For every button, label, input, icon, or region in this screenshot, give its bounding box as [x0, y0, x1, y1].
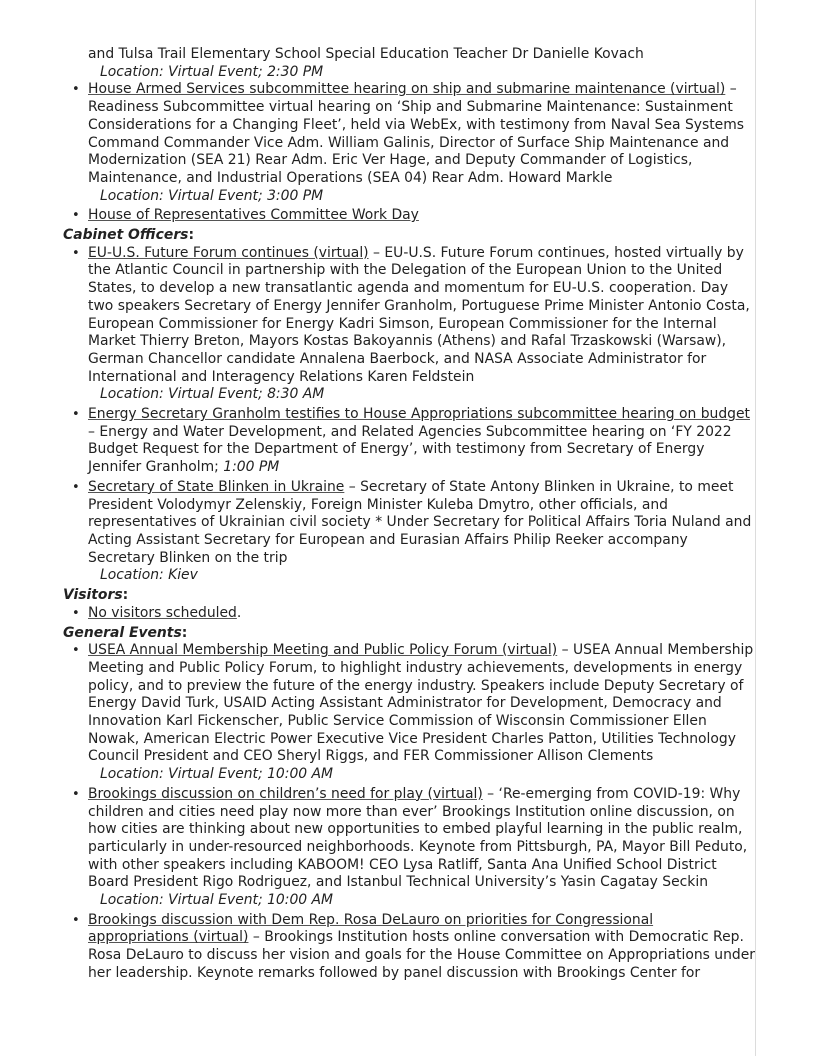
event-location: Location: Virtual Event; 8:30 AM: [100, 386, 325, 403]
list-item: [88, 245, 755, 404]
event-location: Location: Virtual Event; 10:00 AM: [100, 766, 334, 783]
event-description: – Readiness Subcommittee virtual hearing on ‘Ship and Submarine Maintenance: Sustainment Considerations for a Changing Fleet’, held via WebEx, with testimony from Naval Sea Systems Command Commander Vice Adm. William Galinis, Director of Surface Ship Maintenance and Modernization (SEA 21) Rear Adm. Eric Ver Hage, and Deputy Commander of Logistics, Maintenance, and Industrial Operations (SEA 04) Rear Adm. Howard Markle: [88, 81, 744, 186]
list-item: [88, 479, 755, 585]
cabinet-event-list: [63, 245, 755, 585]
visitors-list: [63, 605, 755, 623]
section-heading-general-events: General Events:: [63, 624, 188, 641]
event-link[interactable]: Energy Secretary Granholm testifies to House Appropriations subcommittee hearing on budget: [88, 406, 750, 423]
list-item: [88, 642, 755, 784]
section-heading-cabinet: Cabinet Officers:: [63, 227, 195, 244]
list-item: • No visitors scheduled.: [88, 605, 755, 623]
event-link[interactable]: Brookings discussion with Dem Rep. Rosa DeLauro on priorities for Congressional appropriations (virtual): [88, 911, 654, 946]
event-time: 1:00 PM: [223, 459, 280, 476]
page-right-border: [755, 0, 756, 1056]
event-location: Location: Virtual Event; 3:00 PM: [100, 187, 324, 204]
event-link[interactable]: EU-U.S. Future Forum continues (virtual): [88, 244, 369, 261]
event-link[interactable]: House of Representatives Committee Work Day: [88, 207, 419, 224]
list-item: [88, 81, 755, 205]
event-location: Location: Virtual Event; 10:00 AM: [100, 892, 334, 909]
continued-text: and Tulsa Trail Elementary School Special Education Teacher Dr Danielle Kovach: [88, 46, 644, 62]
event-description: – Energy and Water Development, and Related Agencies Subcommittee hearing on ‘FY 2022 Budget Request for the Department of Energy’, with testimony from Secretary of Energy Jennifer Granholm;: [88, 423, 732, 476]
event-link[interactable]: Secretary of State Blinken in Ukraine: [88, 478, 345, 495]
list-item: [88, 912, 755, 983]
event-description: – Secretary of State Antony Blinken in Ukraine, to meet President Volodymyr Zelenskiy, Foreign Minister Kuleba Dmytro, other officials, and representatives of Ukrainian civil society * Under Secretary for Political Affairs Toria Nuland and Acting Assistant Secretary for European and Eurasian Affairs Philip Reeker accompany Secretary Blinken on the trip: [88, 478, 752, 566]
event-link[interactable]: No visitors scheduled: [88, 604, 237, 621]
event-location: Location: Kiev: [100, 567, 198, 584]
event-link[interactable]: USEA Annual Membership Meeting and Public Policy Forum (virtual): [88, 642, 558, 659]
list-item: [88, 406, 755, 477]
list-item: [88, 786, 755, 910]
house-event-list: [63, 81, 755, 225]
general-event-list: [63, 642, 755, 982]
event-description: – USEA Annual Membership Meeting and Public Policy Forum, to highlight industry achievements, developments in energy policy, and to preview the future of the energy industry. Speakers include Deputy Secretary of Energy David Turk, USAID Acting Assistant Administrator for Development, Democracy and Innovation Karl Fickenscher, Public Service Commission of Wisconsin Commissioner Ellen Nowak, American Electric Power Executive Vice President Charles Patton, Utilities Technology Council President and CEO Sheryl Riggs, and FER Commissioner Allison Clements: [88, 642, 754, 765]
schedule-document: [63, 46, 755, 985]
list-item: [88, 207, 755, 225]
event-description: – EU-U.S. Future Forum continues, hosted virtually by the Atlantic Council in partnership with the Delegation of the European Union to the United States, to develop a new transatlantic agenda and momentum for EU-U.S. cooperation. Day two speakers Secretary of Energy Jennifer Granholm, Portuguese Prime Minister Antonio Costa, European Commissioner for Energy Kadri Simson, European Commissioner for the Internal Market Thierry Breton, Mayors Kostas Bakoyannis (Athens) and Rafal Trzaskowski (Warsaw), German Chancellor candidate Annalena Baerbock, and NASA Associate Administrator for International and Interagency Relations Karen Feldstein: [88, 244, 750, 385]
event-link[interactable]: Brookings discussion on children’s need for play (virtual): [88, 785, 483, 802]
event-description: – Brookings Institution hosts online conversation with Democratic Rep. Rosa DeLauro to discuss her vision and goals for the House Committee on Appropriations under her leadership. Keynote remarks followed by panel discussion with Brookings Center for: [88, 929, 755, 981]
event-description: – ‘Re-emerging from COVID-19: Why children and cities need play now more than ever’ Brookings Institution online discussion, on how cities are thinking about new opportunities to embed playful learning in the public realm, particularly in under-resourced neighborhoods. Keynote from Pittsburgh, PA, Mayor Bill Peduto, with other speakers including KABOOM! CEO Lysa Ratliff, Santa Ana Unified School District Board President Rigo Rodriguez, and Istanbul Technical University’s Yasin Cagatay Seckin: [88, 785, 748, 891]
event-link[interactable]: House Armed Services subcommittee hearing on ship and submarine maintenance (virtual): [88, 81, 726, 98]
section-heading-visitors: Visitors:: [63, 587, 129, 604]
event-location: Location: Virtual Event; 2:30 PM: [100, 63, 324, 80]
